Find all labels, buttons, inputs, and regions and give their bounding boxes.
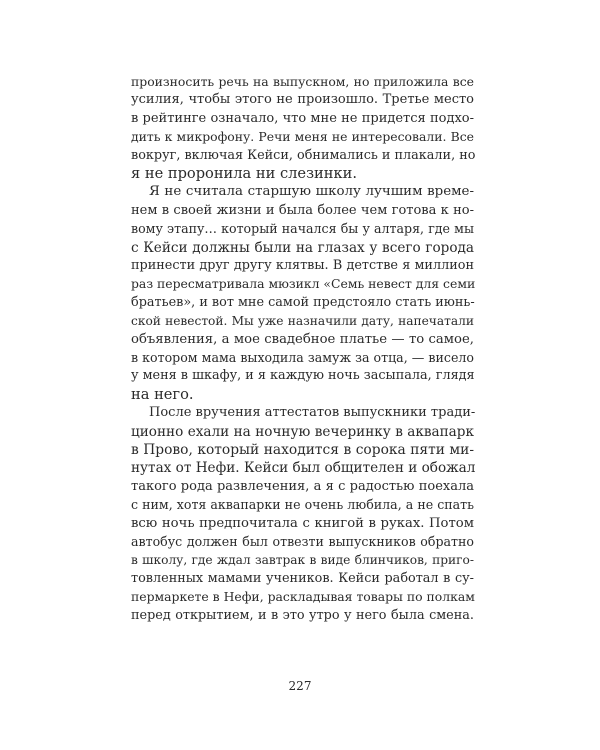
text-line: нутах от Нефи. Кейси был общителен и обожал (131, 460, 476, 477)
text-line: перед открытием, и в это утро у него была смена. (131, 607, 474, 623)
paragraph-first-line: Я не считала старшую школу лучшим време- (149, 184, 474, 200)
text-line: такого рода развлечения, а я с радостью поехала (131, 478, 474, 494)
text-line: дить к микрофону. Речи меня не интересовали. Все (131, 129, 474, 145)
text-line: в школу, где ждал завтрак в виде блинчиков, приго- (131, 553, 474, 568)
text-line: раз пересматривала мюзикл «Семь невест для семи (131, 276, 476, 292)
text-line: автобус должен был отвезти выпускников обратно (131, 534, 474, 549)
text-line: вокруг, включая Кейси, обнимались и плакали, но (131, 147, 476, 163)
text-line: ской невестой. Мы уже назначили дату, напечатали (131, 314, 474, 329)
text-line: у меня в шкафу, и я каждую ночь засыпала, глядя (131, 368, 475, 384)
text-line: с Кейси должны были на глазах у всего города (131, 239, 474, 256)
text-line: в рейтинге означало, что мне не придется подхо- (131, 110, 474, 126)
text-line: в котором мама выходила замуж за отца, — висело (131, 350, 474, 365)
text-line: в Прово, который находится в сорока пяти ми- (131, 442, 474, 458)
page-number: 227 (288, 679, 312, 693)
text-line: нем в своей жизни и была более чем готова к но- (131, 202, 474, 218)
text-line: произносить речь на выпускном, но приложила все (131, 74, 474, 89)
text-line: с ним, хотя аквапарки не очень любила, а не спать (131, 497, 474, 513)
text-line: принести друг другу клятвы. В детстве я миллион (131, 258, 474, 273)
text-line: товленных мамами учеников. Кейси работал в су- (131, 570, 474, 586)
text-line: пермаркете в Нефи, раскладывая товары по полкам (131, 589, 475, 605)
text-line: усилия, чтобы этого не произошло. Третье место (131, 92, 474, 108)
text-line: объявления, а мое свадебное платье — то самое, (131, 331, 474, 347)
text-line: на него. (131, 385, 194, 403)
paragraph-first-line: После вручения аттестатов выпускники тради- (149, 405, 476, 421)
text-line: ционно ехали на ночную вечеринку в аквапарк (131, 423, 474, 440)
text-line: братьев», и вот мне самой предстояло стать июнь- (131, 294, 475, 310)
text-line: я не проронила ни слезинки. (131, 165, 357, 182)
text-line: вому этапу… который начался бы у алтаря, где мы (131, 221, 474, 237)
text-line: всю ночь предпочитала с книгой в руках. Потом (131, 515, 474, 531)
